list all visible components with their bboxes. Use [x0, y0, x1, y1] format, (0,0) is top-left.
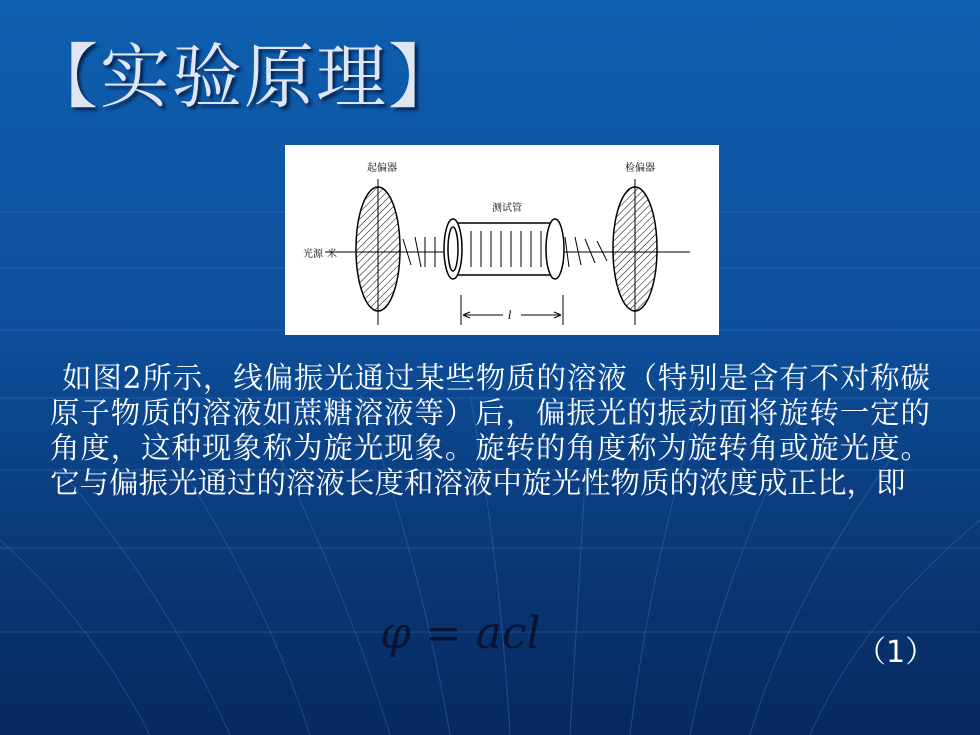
principle-paragraph: 如图2所示，线偏振光通过某些物质的溶液（特别是含有不对称碳原子物质的溶液如蔗糖溶液等）后，偏振光的振动面将旋转一定的角度，这种现象称为旋光现象。旋转的角度称为旋转角或旋光度。它与偏振光通过的溶液长度和溶液中旋光性物质的浓度成正比，即 [50, 361, 930, 500]
analyzer-label: 检偏器 [625, 163, 655, 174]
tube-label: 测试管 [492, 203, 522, 214]
analyzer-disc [613, 179, 657, 325]
equation-number: （1） [856, 635, 936, 670]
light-source-symbol: 米 [327, 249, 337, 260]
length-label: l [508, 309, 512, 322]
test-tube [444, 219, 564, 279]
rotation-formula: φ = acl [380, 608, 541, 659]
light-source-label: 光源 [303, 249, 323, 260]
polarimeter-diagram [285, 145, 719, 335]
polarizer-label: 起偏器 [367, 163, 397, 174]
slide-title: 【实验原理】 [28, 36, 460, 118]
length-indicator [461, 295, 563, 325]
polarizer-disc [356, 179, 400, 325]
